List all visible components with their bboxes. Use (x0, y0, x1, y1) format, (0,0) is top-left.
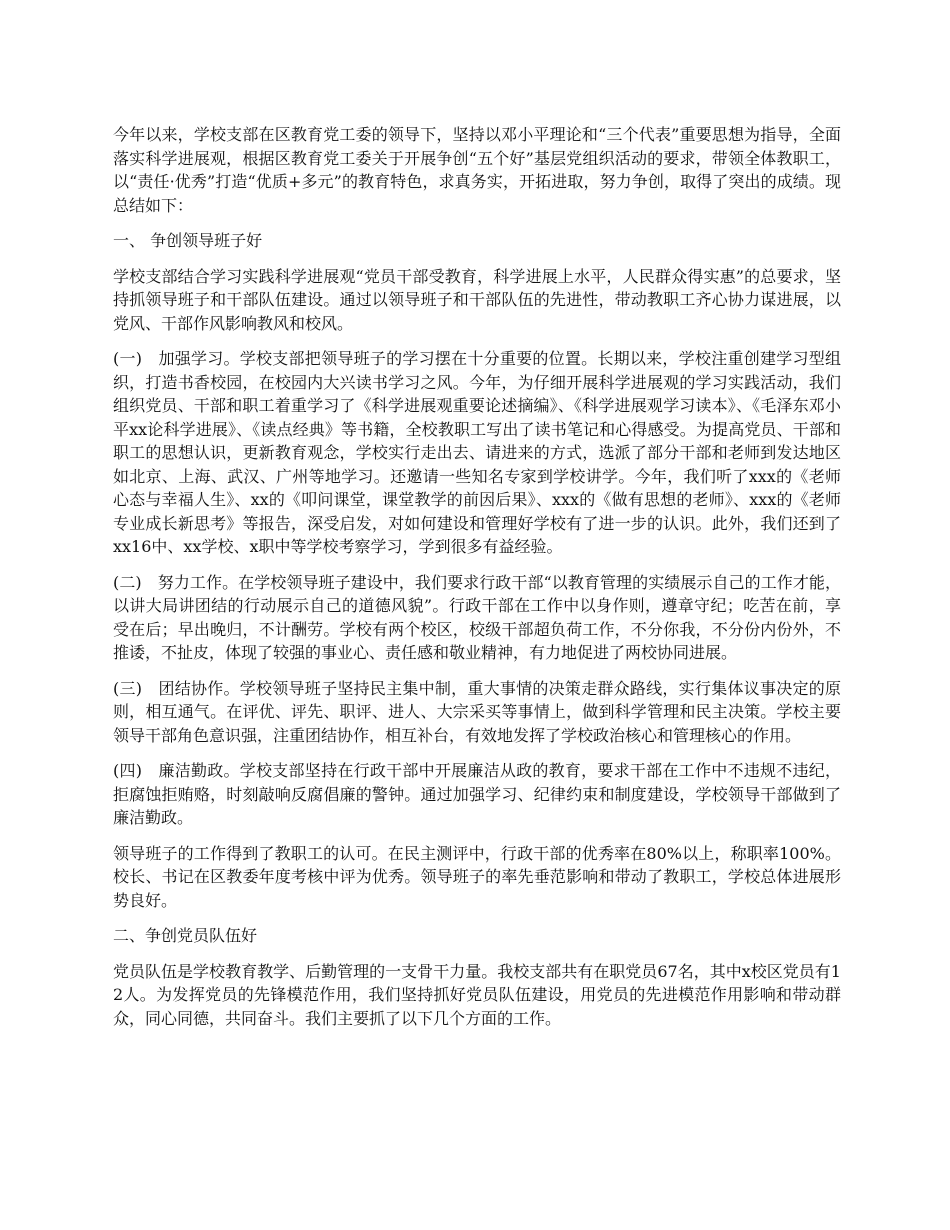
item-integrity: (四) 廉洁勤政。学校支部坚持在行政干部中开展廉洁从政的教育，要求干部在工作中不违规不违纪，拒腐蚀拒贿赂，时刻敲响反腐倡廉的警钟。通过加强学习、纪律约束和制度建设，学校领导干部做到了廉洁勤政。 (113, 761, 841, 827)
section1-paragraph: 学校支部结合学习实践科学进展观“党员干部受教育，科学进展上水平，人民群众得实惠”的总要求，坚持抓领导班子和干部队伍建设。通过以领导班子和干部队伍的先进性，带动教职工齐心协力谋进展，以党风、干部作风影响教风和校风。 (113, 266, 841, 333)
item-study: (一) 加强学习。学校支部把领导班子的学习摆在十分重要的位置。长期以来，学校注重创建学习型组织，打造书香校园，在校园内大兴读书学习之风。今年，为仔细开展科学进展观的学习实践活动，我们组织党员、干部和职工着重学习了《科学进展观重要论述摘编》、《科学进展观学习读本》、《毛泽东邓小平xx论科学进展》、《读点经典》等书籍，全校教职工写出了读书笔记和心得感受。为提高党员、干部和职工的思想认识，更新教育观念，学校实行走出去、请进来的方式，选派了部分干部和老师到发达地区如北京、上海、武汉、广州等地学习。还邀请一些知名专家到学校讲学。今年，我们听了xxx的《老师心态与幸福人生》、xx的《叩问课堂，课堂教学的前因后果》、xxx的《做有思想的老师》、xxx的《老师专业成长新思考》等报告，深受启发，对如何建设和管理好学校有了进一步的认识。此外，我们还到了xx16中、xx学校、x职中等学校考察学习，学到很多有益经验。 (113, 349, 841, 556)
section2-paragraph: 党员队伍是学校教育教学、后勤管理的一支骨干力量。我校支部共有在职党员67名，其中x校区党员有12人。为发挥党员的先锋模范作用，我们坚持抓好党员队伍建设，用党员的先进模范作用影响和带动群众，同心同德，共同奋斗。我们主要抓了以下几个方面的工作。 (113, 961, 841, 1028)
section-heading-leadership: 一、 争创领导班子好 (113, 231, 263, 250)
section-heading-party-members: 二、争创党员队伍好 (113, 926, 258, 945)
intro-paragraph: 今年以来，学校支部在区教育党工委的领导下，坚持以邓小平理论和“三个代表”重要思想为指导，全面落实科学进展观，根据区教育党工委关于开展争创“五个好”基层党组织活动的要求，带领全体教职工，以“责任·优秀”打造“优质+多元”的教育特色，求真务实，开拓进取，努力争创，取得了突出的成绩。现总结如下： (113, 125, 841, 215)
item-work: (二) 努力工作。在学校领导班子建设中，我们要求行政干部“以教育管理的实绩展示自己的工作才能，以讲大局讲团结的行动展示自己的道德风貌”。行政干部在工作中以身作则，遵章守纪；吃苦在前，享受在后；早出晚归，不计酬劳。学校有两个校区，校级干部超负荷工作，不分你我，不分份内份外，不推诿，不扯皮，体现了较强的事业心、责任感和敬业精神，有力地促进了两校协同进展。 (113, 572, 841, 662)
document-body (113, 123, 841, 1042)
section1-summary: 领导班子的工作得到了教职工的认可。在民主测评中，行政干部的优秀率在80%以上，称职率100%。校长、书记在区教委年度考核中评为优秀。领导班子的率先垂范影响和带动了教职工，学校总体进展形势良好。 (113, 843, 841, 910)
item-cooperation: (三) 团结协作。学校领导班子坚持民主集中制，重大事情的决策走群众路线，实行集体议事决定的原则，相互通气。在评优、评先、职评、进人、大宗采买等事情上，做到科学管理和民主决策。学校主要领导干部角色意识强，注重团结协作，相互补台，有效地发挥了学校政治核心和管理核心的作用。 (113, 678, 841, 745)
